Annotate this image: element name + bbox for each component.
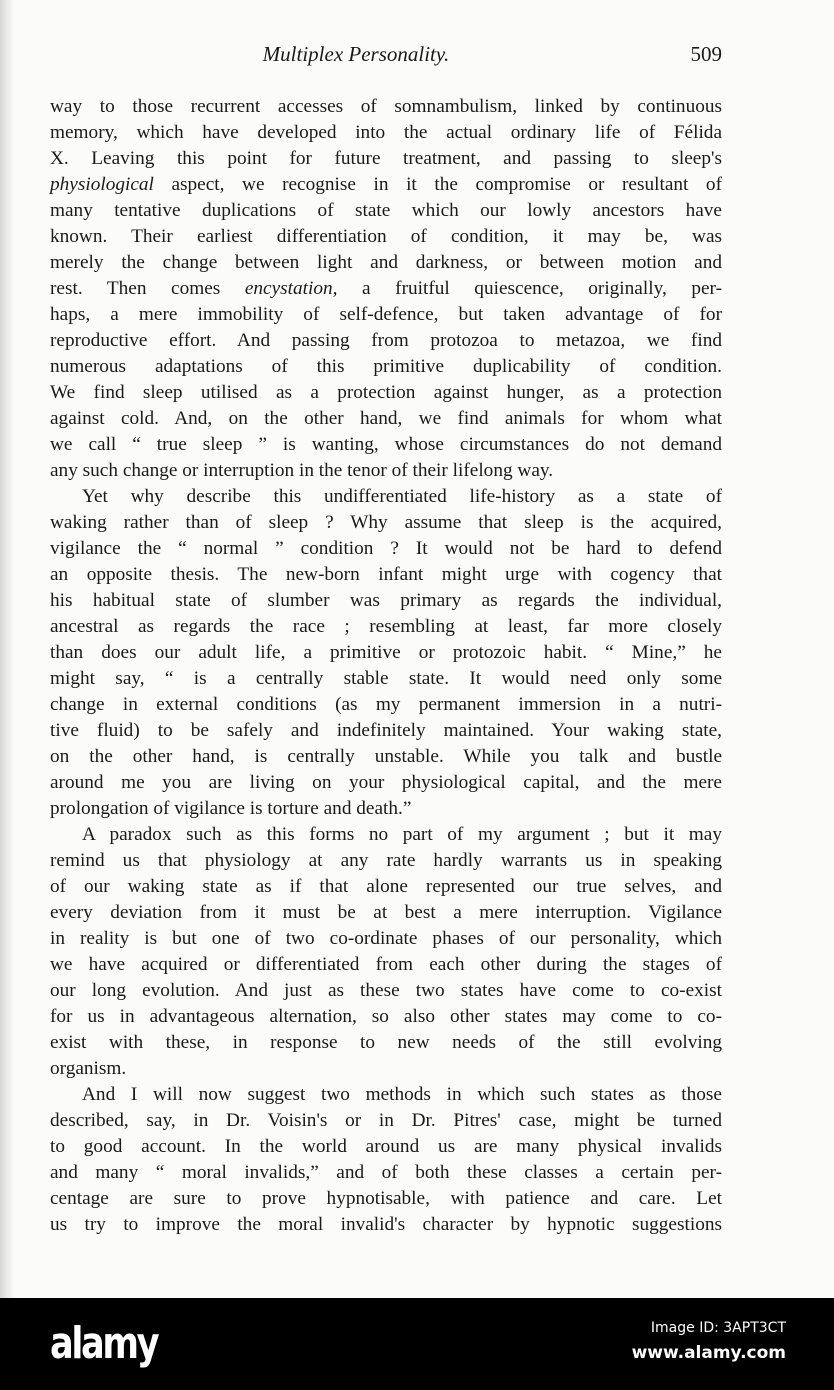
text-segment: against cold. And, on the other hand, we find animals for whom what	[50, 408, 722, 429]
watermark-banner	[0, 1298, 834, 1390]
page-header	[50, 42, 722, 72]
text-line	[50, 536, 722, 562]
text-line	[50, 380, 722, 406]
text-line	[50, 328, 722, 354]
text-segment: around me you are living on your physiological capital, and the mere	[50, 772, 722, 793]
text-segment: an opposite thesis. The new-born infant might urge with cogency that	[50, 564, 722, 585]
text-segment: haps, a mere immobility of self-defence, but taken advantage of for	[50, 304, 722, 325]
text-line	[50, 1082, 722, 1108]
italic-text: physiological	[50, 174, 154, 195]
text-line	[50, 146, 722, 172]
text-line	[50, 900, 722, 926]
text-line	[50, 718, 722, 744]
page-number: 509	[690, 42, 722, 66]
text-segment: Yet why describe this undifferentiated life-history as a state of	[82, 486, 722, 507]
text-segment: described, say, in Dr. Voisin's or in Dr. Pitres' case, might be turned	[50, 1110, 722, 1131]
text-segment: exist with these, in response to new needs of the still evolving	[50, 1032, 722, 1053]
text-line	[50, 640, 722, 666]
text-segment: many tentative duplications of state which our lowly ancestors have	[50, 200, 722, 221]
text-line	[50, 926, 722, 952]
alamy-logo: alamy	[50, 1318, 158, 1369]
text-segment: numerous adaptations of this primitive duplicability of condition.	[50, 356, 722, 377]
text-line	[50, 1056, 722, 1082]
paragraph	[50, 1082, 722, 1238]
text-segment: any such change or interruption in the tenor of their lifelong way.	[50, 460, 554, 481]
text-segment: tive fluid) to be safely and indefinitely maintained. Your waking state,	[50, 720, 722, 741]
text-segment: prolongation of vigilance is torture and death.”	[50, 798, 412, 819]
text-line	[50, 1134, 722, 1160]
text-line	[50, 224, 722, 250]
text-segment: might say, “ is a centrally stable state. It would need only some	[50, 668, 722, 689]
text-line	[50, 692, 722, 718]
text-segment: remind us that physiology at any rate hardly warrants us in speaking	[50, 850, 722, 871]
text-line	[50, 796, 722, 822]
text-line	[50, 250, 722, 276]
text-segment: change in external conditions (as my permanent immersion in a nutri-	[50, 694, 722, 715]
text-segment: vigilance the “ normal ” condition ? It would not be hard to defend	[50, 538, 722, 559]
paragraph	[50, 94, 722, 484]
text-segment: our long evolution. And just as these two states have come to co-exist	[50, 980, 722, 1001]
text-segment: X. Leaving this point for future treatment, and passing to sleep's	[50, 148, 722, 169]
text-line	[50, 978, 722, 1004]
text-segment: ancestral as regards the race ; resembling at least, far more closely	[50, 616, 722, 637]
text-segment: waking rather than of sleep ? Why assume that sleep is the acquired,	[50, 512, 722, 533]
text-segment: rest. Then comes	[50, 278, 245, 299]
text-segment: than does our adult life, a primitive or protozoic habit. “ Mine,” he	[50, 642, 722, 663]
text-segment: for us in advantageous alternation, so also other states may come to co-	[50, 1006, 722, 1027]
text-line	[50, 614, 722, 640]
text-line	[50, 822, 722, 848]
text-segment: every deviation from it must be at best a mere interruption. Vigilance	[50, 902, 722, 923]
text-line	[50, 120, 722, 146]
text-segment: merely the change between light and darkness, or between motion and	[50, 252, 722, 273]
page-spine-shadow	[0, 0, 14, 1298]
text-line	[50, 198, 722, 224]
text-segment: to good account. In the world around us are many physical invalids	[50, 1136, 722, 1157]
text-segment: reproductive effort. And passing from protozoa to metazoa, we find	[50, 330, 722, 351]
text-segment: way to those recurrent accesses of somnambulism, linked by continuous	[50, 96, 722, 117]
text-line	[50, 562, 722, 588]
paragraph	[50, 484, 722, 822]
text-line	[50, 406, 722, 432]
text-segment: a fruitful quiescence, originally, per-	[337, 278, 722, 299]
text-line	[50, 1004, 722, 1030]
text-segment: we call “ true sleep ” is wanting, whose circumstances do not demand	[50, 434, 722, 455]
text-line	[50, 432, 722, 458]
text-segment: his habitual state of slumber was primary as regards the individual,	[50, 590, 722, 611]
text-segment: A paradox such as this forms no part of my argument ; but it may	[82, 824, 722, 845]
text-line	[50, 276, 722, 302]
text-line	[50, 952, 722, 978]
text-line	[50, 588, 722, 614]
image-id-label: Image ID: 3APT3CT	[650, 1320, 786, 1336]
text-line	[50, 458, 722, 484]
site-url: www.alamy.com	[631, 1343, 786, 1363]
italic-text: encystation,	[244, 278, 338, 299]
text-line	[50, 1030, 722, 1056]
text-line	[50, 848, 722, 874]
text-line	[50, 770, 722, 796]
text-segment: and many “ moral invalids,” and of both these classes a certain per-	[50, 1162, 722, 1183]
text-line	[50, 354, 722, 380]
text-segment: We find sleep utilised as a protection against hunger, as a protection	[50, 382, 722, 403]
text-segment: aspect, we recognise in it the compromise or resultant of	[153, 174, 722, 195]
text-line	[50, 666, 722, 692]
text-segment: organism.	[50, 1058, 127, 1079]
text-line	[50, 1212, 722, 1238]
text-segment: known. Their earliest differentiation of condition, it may be, was	[50, 226, 722, 247]
text-line	[50, 510, 722, 536]
text-line	[50, 484, 722, 510]
text-segment: memory, which have developed into the actual ordinary life of Félida	[50, 122, 722, 143]
text-segment: we have acquired or differentiated from each other during the stages of	[50, 954, 722, 975]
text-line	[50, 874, 722, 900]
text-line	[50, 1186, 722, 1212]
text-line	[50, 1160, 722, 1186]
text-line	[50, 744, 722, 770]
text-line	[50, 94, 722, 120]
text-segment: on the other hand, is centrally unstable. While you talk and bustle	[50, 746, 722, 767]
text-line	[50, 1108, 722, 1134]
text-segment: centage are sure to prove hypnotisable, with patience and care. Let	[50, 1188, 722, 1209]
page-body-text	[50, 94, 722, 1238]
text-segment: And I will now suggest two methods in which such states as those	[82, 1084, 722, 1105]
text-segment: in reality is but one of two co-ordinate phases of our personality, which	[50, 928, 722, 949]
text-segment: us try to improve the moral invalid's character by hypnotic suggestions	[50, 1214, 722, 1235]
running-title: Multiplex Personality.	[262, 42, 450, 66]
text-line	[50, 172, 722, 198]
paragraph	[50, 822, 722, 1082]
text-segment: of our waking state as if that alone represented our true selves, and	[50, 876, 722, 897]
text-line	[50, 302, 722, 328]
